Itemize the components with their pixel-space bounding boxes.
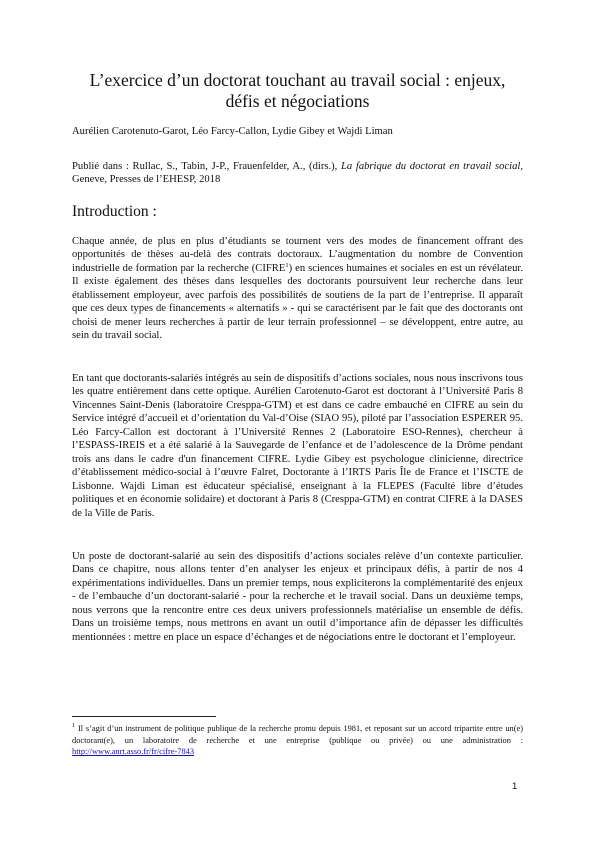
paragraph-1-end: ) en sciences humaines et sociales en est un révélateur. Il existe également des thèses dans lesquelles des doctorants poursuivent leur recherche dans leur établissement employeur, avec parfois des possibilités de soutiens de la part de l’entreprise. Il apparaît que ces deux types de financements « alternatifs » - qui se caractérisent par le fait que des doctorants ont choisi de mener leurs recherches à partir de leur terrain professionnel – se développent, entre autre, au sein du travail social. [72,262,523,342]
authors-line: Aurélien Carotenuto-Garot, Léo Farcy-Callon, Lydie Gibey et Wajdi Liman [72,126,393,137]
footnote-link[interactable]: http://www.anrt.asso.fr/fr/cifre-7843 [72,747,195,757]
title-line-1: L’exercice d’un doctorat touchant au travail social : enjeux, [89,70,506,90]
publication-suffix: Geneve, Presses de l’EHESP, 2018 [72,174,221,185]
footnote [72,723,523,758]
paragraph-2: En tant que doctorants-salariés intégrés au sein de dispositifs d’actions sociales, nous nous inscrivons tous les quatre entièrement dans cette optique. Aurélien Carotenuto-Garot est doctorant à l’Université Paris 8 Vincennes Saint-Denis (laboratoire Cresppa-GTM) et est dans ce cadre embauché en CIFRE au sein du Service intégré d’accueil et d’orientation du Val-d’Oise (SIAO 95), piloté par l’association ESPERER 95. Léo Farcy-Callon est doctorant à l’Université Rennes 2 (Laboratoire ESO-Rennes), chercheur à l’ESPASS-IREIS et a été salarié à la Sauvegarde de l’enfance et de l’adolescence de la Drôme pendant trois ans dans le cadre d'un financement CIFRE. Lydie Gibey est psychologue clinicienne, directrice d’établissement médico-social à l’œuvre Falret, Doctorante à l’IRTS Paris Île de France et l’ISCTE de Lisbonne. Wajdi Liman est éducateur spécialisé, enseignant à la FLEPES (Faculté libre d’études politiques et en économie solidaire) et doctorant à Paris 8 (Cresppa-GTM) en contrat CIFRE à la DASES de la Ville de Paris. [72,373,523,519]
publication-reference [72,160,523,186]
footnote-text: Il s’agit d’un instrument de politique publique de la recherche promu depuis 1981, et reposant sur un accord tripartite entre un(e) doctorant(e), un laboratoire de recherche et une entreprise (publique ou privée) ou une administration : [72,724,523,745]
publication-prefix: Publié dans : Rullac, S., Tabin, J-P., Frauenfelder, A., (dirs.), [72,161,341,172]
document-title [72,70,523,112]
title-line-2: défis et négociations [225,91,370,111]
footnote-separator [72,716,216,717]
footnote-number: 1 [72,722,76,729]
page-number: 1 [512,781,518,792]
paragraph-1 [72,235,523,343]
publication-book-title: La fabrique du doctorat en travail social, [341,161,523,172]
section-heading: Introduction : [72,203,157,220]
paragraph-1-start: Chaque année, de plus en plus d’étudiants se tournent vers des modes de financement offrant des opportunités de thèses au-delà des contrats doctoraux. L’augmentation du nombre de Convention industrielle de formation par la recherche (CIFRE [72,236,523,274]
paragraph-3: Un poste de doctorant-salarié au sein des dispositifs d’actions sociales relève d’un contexte particulier. Dans ce chapitre, nous allons tenter d’en analyser les enjeux et principaux défis, à partir de nos 4 expérimentations individuelles. Dans un premier temps, nous expliciterons la complémentarité des enjeux - de l’embauche d’un doctorant-salarié - pour la recherche et le travail social. Dans un deuxième temps, nous verrons que la rencontre entre ces deux univers professionnels matérialise un ensemble de défis. Dans un troisième temps, nous mettrons en avant un outil d’importance afin de dépasser les difficultés mentionnées : mettre en place un espace d’échanges et de négociations entre le doctorant et l’employeur. [72,551,523,643]
footnote-reference[interactable]: 1 [285,261,289,269]
